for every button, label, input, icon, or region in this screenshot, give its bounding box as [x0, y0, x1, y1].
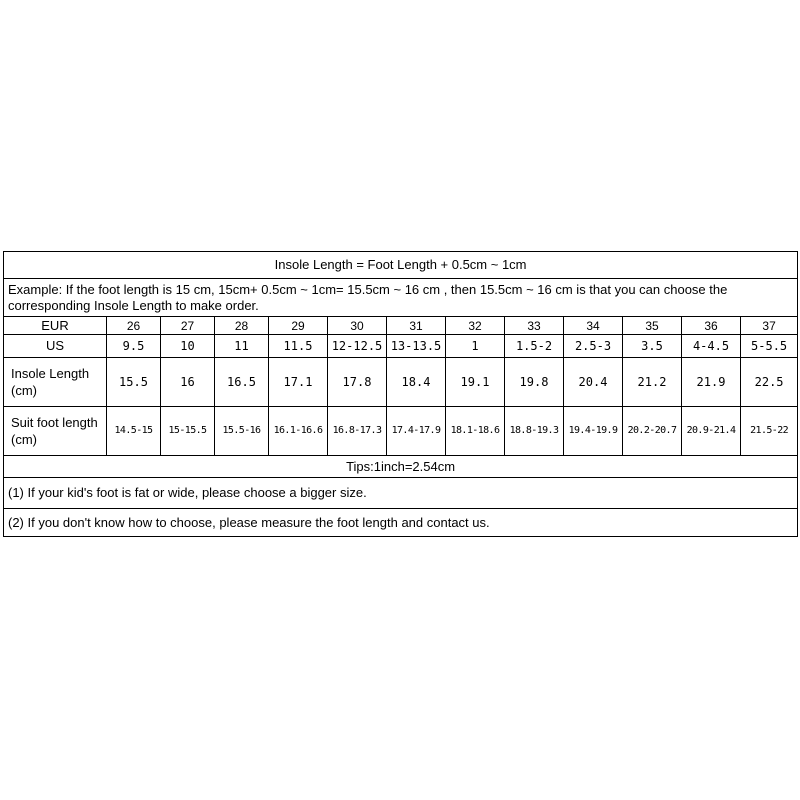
note-measure-foot: (2) If you don't know how to choose, please measure the foot length and contact us. — [4, 509, 798, 537]
eur-cell: 33 — [505, 317, 564, 335]
suit-foot-length-cell: 16.1-16.6 — [269, 407, 328, 456]
us-label: US — [4, 335, 107, 358]
insole-length-row — [4, 358, 798, 407]
size-chart-table — [3, 251, 798, 537]
us-cell: 3.5 — [623, 335, 682, 358]
eur-cell: 26 — [107, 317, 161, 335]
us-cell: 12-12.5 — [328, 335, 387, 358]
eur-cell: 29 — [269, 317, 328, 335]
formula-title: Insole Length = Foot Length + 0.5cm ~ 1cm — [4, 252, 798, 279]
eur-cell: 35 — [623, 317, 682, 335]
eur-cell: 31 — [387, 317, 446, 335]
suit-foot-length-cell: 21.5-22 — [741, 407, 798, 456]
suit-foot-length-cell: 20.9-21.4 — [682, 407, 741, 456]
suit-foot-length-label: Suit foot length (cm) — [4, 407, 107, 456]
insole-length-cell: 19.1 — [446, 358, 505, 407]
eur-cell: 30 — [328, 317, 387, 335]
insole-length-label: Insole Length (cm) — [4, 358, 107, 407]
insole-length-cell: 16.5 — [215, 358, 269, 407]
insole-length-cell: 19.8 — [505, 358, 564, 407]
example-text: Example: If the foot length is 15 cm, 15cm+ 0.5cm ~ 1cm= 15.5cm ~ 16 cm , then 15.5cm ~ 16 cm is that you can choose the corresponding Insole Length to make order. — [4, 279, 798, 317]
eur-cell: 28 — [215, 317, 269, 335]
note-fat-foot: (1) If your kid's foot is fat or wide, please choose a bigger size. — [4, 478, 798, 509]
eur-cell: 34 — [564, 317, 623, 335]
eur-label: EUR — [4, 317, 107, 335]
eur-row — [4, 317, 798, 335]
insole-length-cell: 15.5 — [107, 358, 161, 407]
suit-foot-length-cell: 19.4-19.9 — [564, 407, 623, 456]
tips-row — [4, 456, 798, 478]
us-cell: 11 — [215, 335, 269, 358]
tips-text: Tips:1inch=2.54cm — [4, 456, 798, 478]
suit-foot-length-cell: 17.4-17.9 — [387, 407, 446, 456]
insole-length-cell: 21.2 — [623, 358, 682, 407]
suit-foot-length-cell: 18.1-18.6 — [446, 407, 505, 456]
insole-length-cell: 21.9 — [682, 358, 741, 407]
title-row — [4, 252, 798, 279]
insole-length-cell: 22.5 — [741, 358, 798, 407]
eur-cell: 36 — [682, 317, 741, 335]
us-cell: 4-4.5 — [682, 335, 741, 358]
us-cell: 5-5.5 — [741, 335, 798, 358]
eur-cell: 32 — [446, 317, 505, 335]
insole-length-cell: 20.4 — [564, 358, 623, 407]
us-cell: 1.5-2 — [505, 335, 564, 358]
us-row — [4, 335, 798, 358]
suit-foot-length-cell: 14.5-15 — [107, 407, 161, 456]
note-row — [4, 478, 798, 509]
us-cell: 1 — [446, 335, 505, 358]
us-cell: 11.5 — [269, 335, 328, 358]
eur-cell: 37 — [741, 317, 798, 335]
us-cell: 13-13.5 — [387, 335, 446, 358]
us-cell: 10 — [161, 335, 215, 358]
insole-length-cell: 17.8 — [328, 358, 387, 407]
insole-length-cell: 17.1 — [269, 358, 328, 407]
eur-cell: 27 — [161, 317, 215, 335]
suit-foot-length-cell: 15-15.5 — [161, 407, 215, 456]
suit-foot-length-cell: 18.8-19.3 — [505, 407, 564, 456]
insole-length-cell: 16 — [161, 358, 215, 407]
example-row — [4, 279, 798, 317]
suit-foot-length-cell: 15.5-16 — [215, 407, 269, 456]
us-cell: 2.5-3 — [564, 335, 623, 358]
insole-length-cell: 18.4 — [387, 358, 446, 407]
suit-foot-length-row — [4, 407, 798, 456]
us-cell: 9.5 — [107, 335, 161, 358]
note-row — [4, 509, 798, 537]
suit-foot-length-cell: 16.8-17.3 — [328, 407, 387, 456]
suit-foot-length-cell: 20.2-20.7 — [623, 407, 682, 456]
